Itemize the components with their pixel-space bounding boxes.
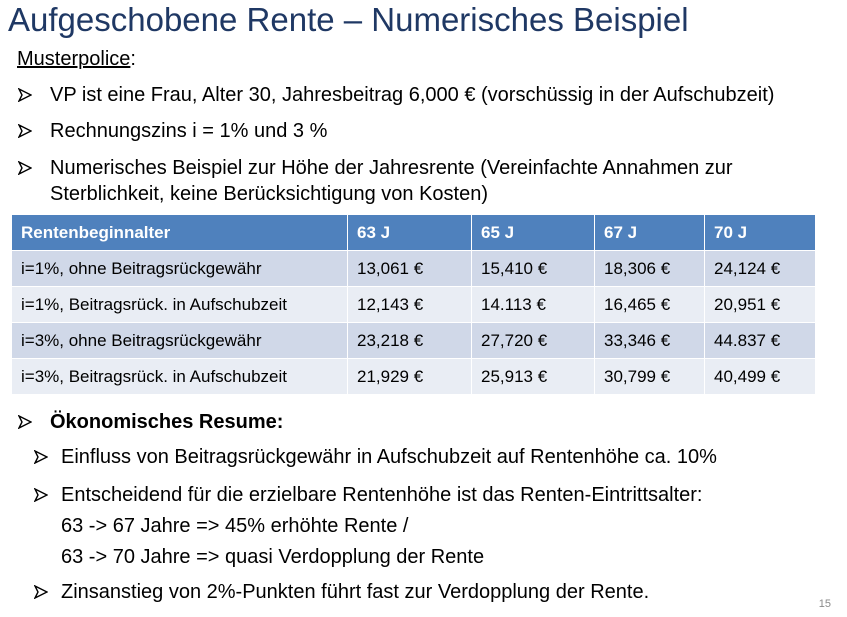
table-cell: i=3%, Beitragsrück. in Aufschubzeit	[12, 359, 348, 395]
table-header: 63 J	[348, 215, 472, 251]
table-cell: 27,720 €	[472, 323, 595, 359]
bullet-text: Sterblichkeit, keine Berücksichtigung von Kosten)	[50, 183, 489, 205]
subheading-label: Musterpolice	[17, 48, 131, 70]
resume-item-text: 63 -> 70 Jahre => quasi Verdopplung der Rente	[61, 546, 485, 568]
table-cell: 20,951 €	[705, 287, 816, 323]
bullet-text: VP ist eine Frau, Alter 30, Jahresbeitrag 6,000 € (vorschüssig in der Aufschubzeit)	[50, 84, 775, 106]
arrow-bullet-icon	[34, 444, 54, 464]
table-cell: 16,465 €	[595, 287, 705, 323]
arrow-bullet-icon	[18, 155, 38, 175]
table-cell: 15,410 €	[472, 251, 595, 287]
bullet-text: Rechnungszins i = 1% und 3 %	[50, 120, 328, 142]
table-header: 65 J	[472, 215, 595, 251]
resume-item-text: 63 -> 67 Jahre => 45% erhöhte Rente /	[61, 515, 409, 537]
table-cell: i=1%, Beitragsrück. in Aufschubzeit	[12, 287, 348, 323]
table-header: 70 J	[705, 215, 816, 251]
table-cell: 44.837 €	[705, 323, 816, 359]
table-row	[12, 359, 816, 395]
table-cell: 21,929 €	[348, 359, 472, 395]
bullet-text: Numerisches Beispiel zur Höhe der Jahresrente (Vereinfachte Annahmen zur	[50, 157, 733, 179]
resume-item-text: Entscheidend für die erzielbare Rentenhöhe ist das Renten-Eintrittsalter:	[61, 484, 703, 506]
table-cell: 12,143 €	[348, 287, 472, 323]
resume-heading-text: Ökonomisches Resume:	[50, 411, 284, 433]
table-cell: 24,124 €	[705, 251, 816, 287]
arrow-bullet-icon	[18, 409, 38, 429]
table-header: Rentenbeginnalter	[12, 215, 348, 251]
table-cell: 14.113 €	[472, 287, 595, 323]
arrow-bullet-icon	[34, 482, 54, 502]
page-number: 15	[818, 598, 831, 610]
table-cell: 23,218 €	[348, 323, 472, 359]
table-cell: 30,799 €	[595, 359, 705, 395]
table-row	[12, 287, 816, 323]
table-row	[12, 251, 816, 287]
arrow-bullet-icon	[34, 579, 54, 599]
table-cell: 13,061 €	[348, 251, 472, 287]
resume-item-text: Einfluss von Beitragsrückgewähr in Aufschubzeit auf Rentenhöhe ca. 10%	[61, 446, 717, 468]
subheading	[17, 46, 136, 72]
table-header-row	[12, 215, 816, 251]
table-row	[12, 323, 816, 359]
table-header: 67 J	[595, 215, 705, 251]
table-cell: 40,499 €	[705, 359, 816, 395]
table-cell: i=1%, ohne Beitragsrückgewähr	[12, 251, 348, 287]
annuity-table	[11, 214, 816, 395]
subheading-colon: :	[130, 48, 136, 70]
arrow-bullet-icon	[18, 118, 38, 138]
table-cell: i=3%, ohne Beitragsrückgewähr	[12, 323, 348, 359]
resume-item-text: Zinsanstieg von 2%-Punkten führt fast zur Verdopplung der Rente.	[61, 581, 650, 603]
table-cell: 25,913 €	[472, 359, 595, 395]
slide-title: Aufgeschobene Rente – Numerisches Beispiel	[8, 1, 689, 38]
table-cell: 33,346 €	[595, 323, 705, 359]
table-cell: 18,306 €	[595, 251, 705, 287]
arrow-bullet-icon	[18, 82, 38, 102]
